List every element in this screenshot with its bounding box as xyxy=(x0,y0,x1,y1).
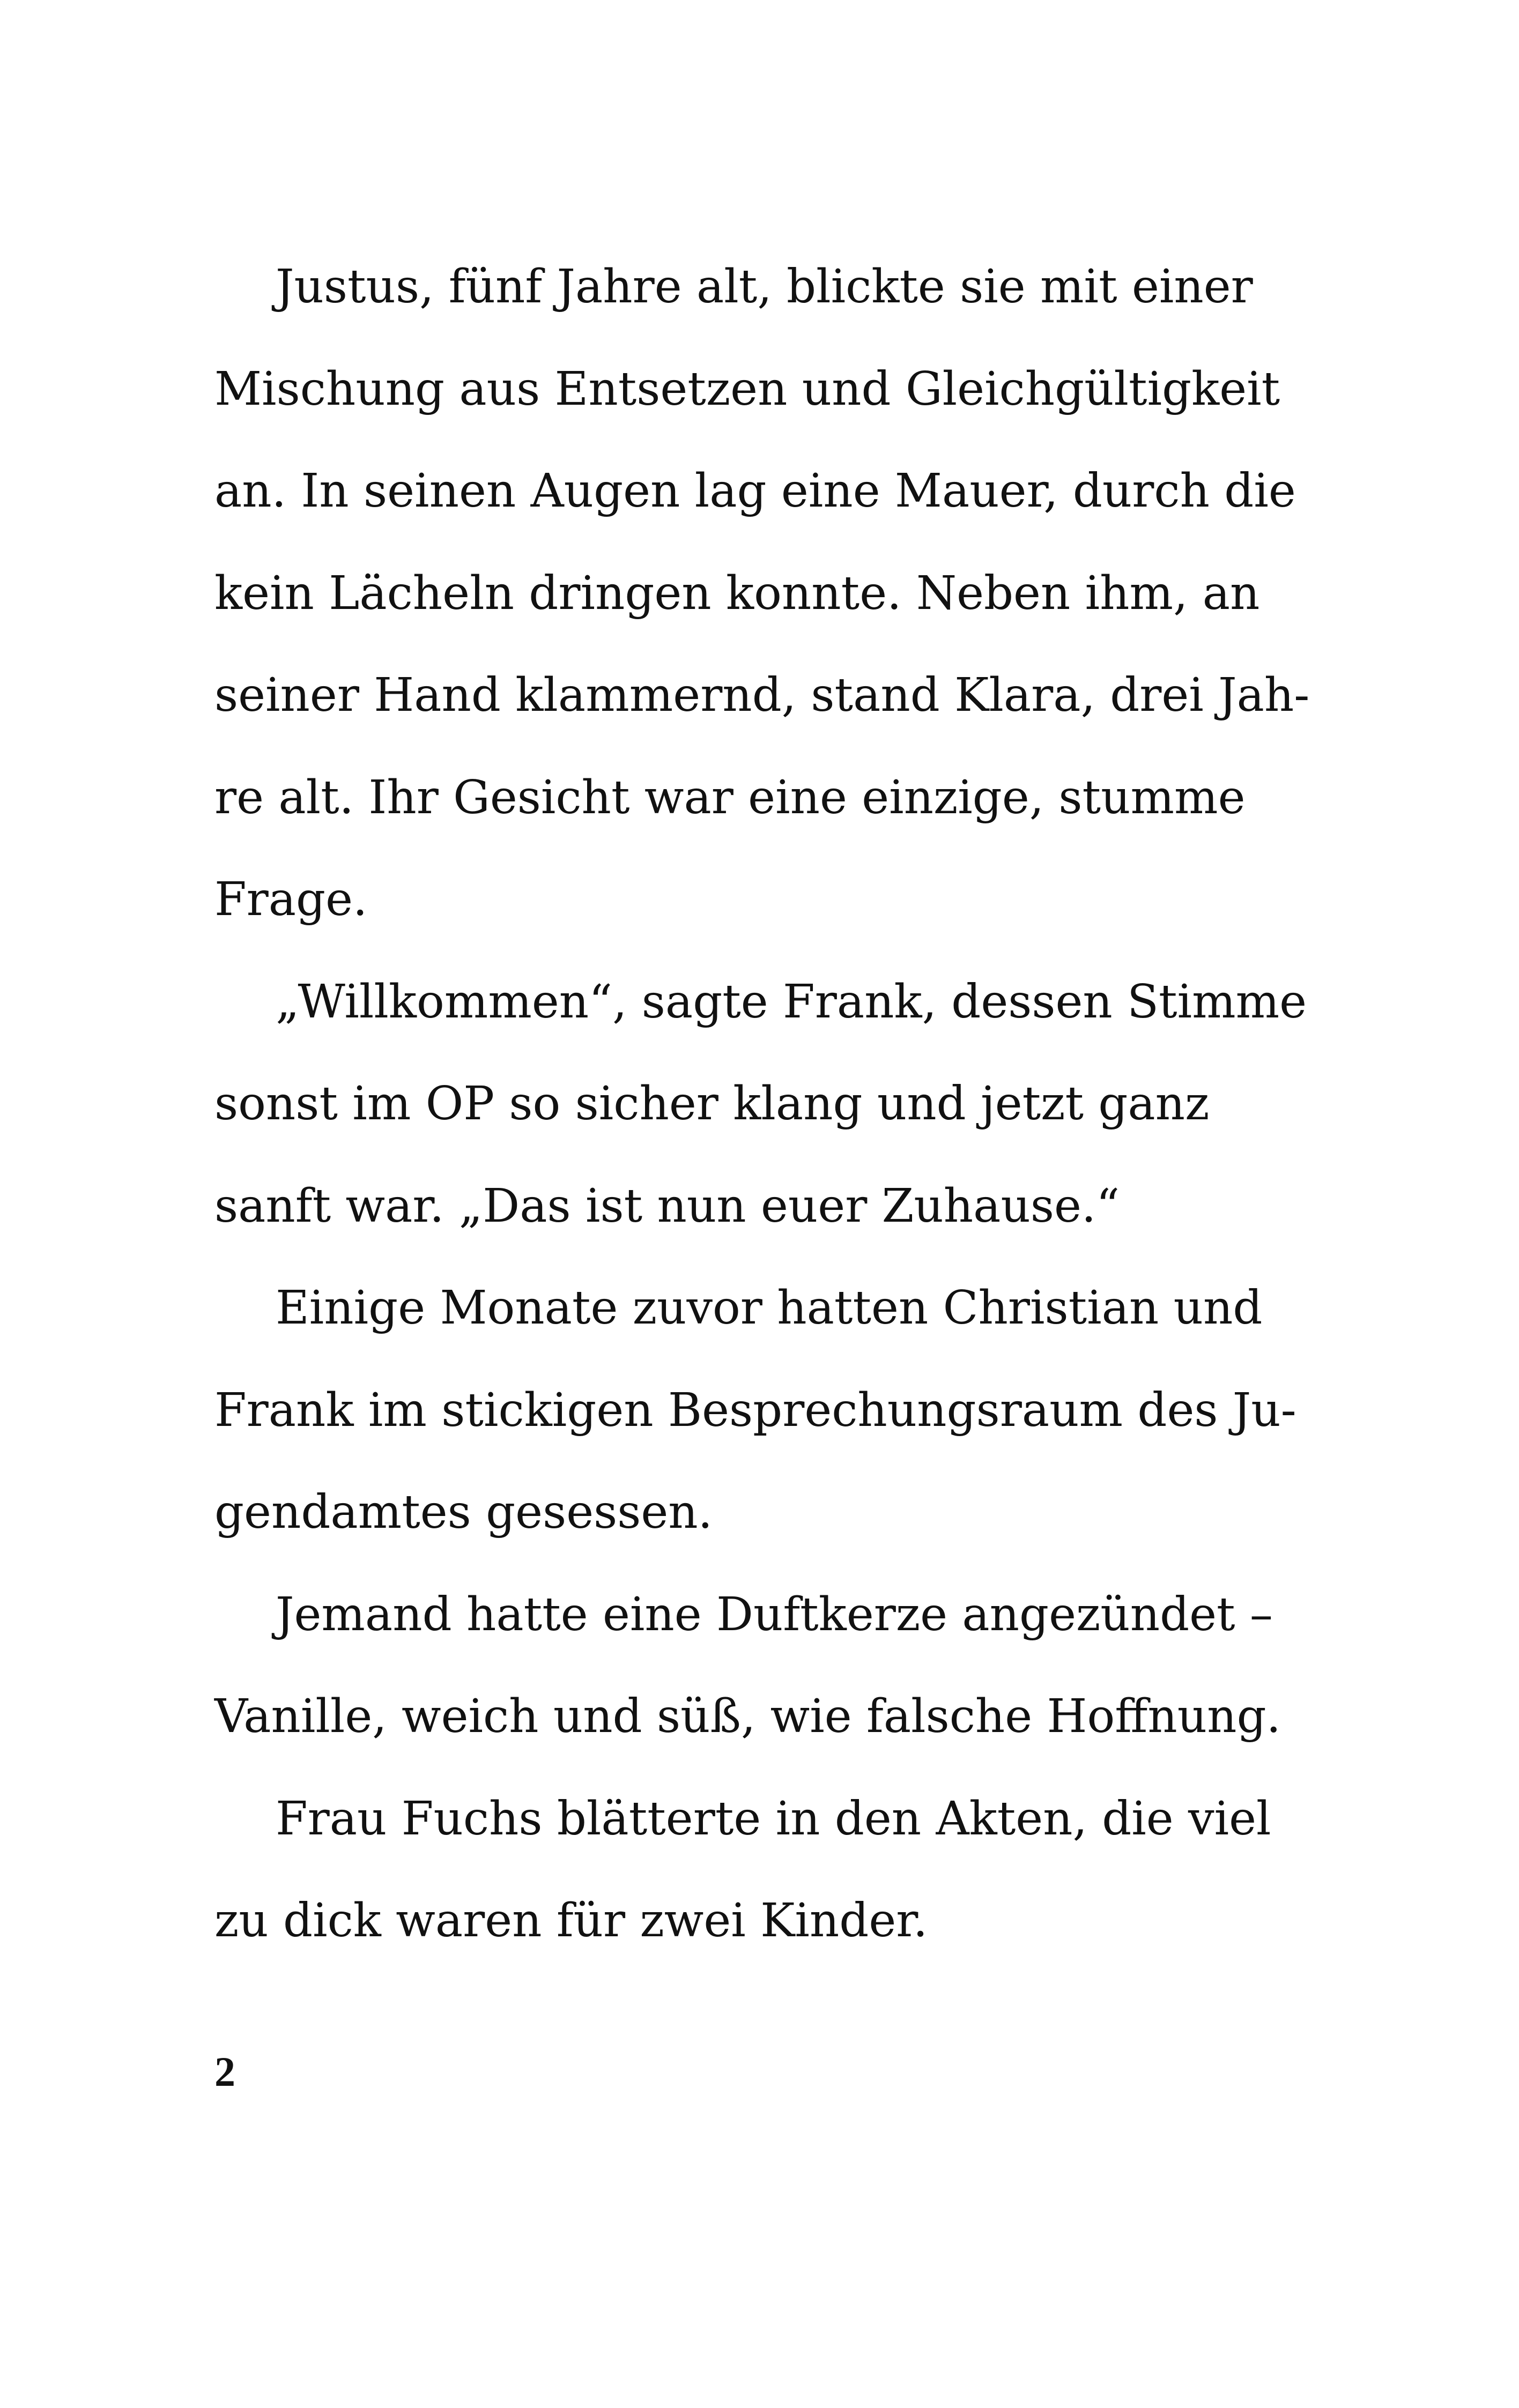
text-line: Frage. xyxy=(214,873,368,926)
paragraph xyxy=(214,951,1319,1258)
text-line: re alt. Ihr Gesicht war eine einzige, stumme xyxy=(214,770,1246,824)
paragraph xyxy=(214,236,1319,951)
text-line: kein Lächeln dringen konnte. Neben ihm, an xyxy=(214,566,1260,620)
text-line: Einige Monate zuvor hatten Christian und xyxy=(276,1281,1263,1335)
paragraph xyxy=(214,1564,1319,1768)
text-line: an. In seinen Augen lag eine Mauer, durch die xyxy=(214,464,1296,518)
text-line: gendamtes gesessen. xyxy=(214,1485,713,1539)
page-number: 2 xyxy=(214,2048,235,2095)
text-line: zu dick waren für zwei Kinder. xyxy=(214,1894,928,1948)
text-line: seiner Hand klammernd, stand Klara, drei Jah- xyxy=(214,668,1310,722)
text-line: Frank im stickigen Besprechungsraum des Ju- xyxy=(214,1383,1296,1437)
body-text xyxy=(214,236,1319,1972)
text-line: sonst im OP so sicher klang und jetzt ganz xyxy=(214,1077,1210,1131)
text-line: sanft war. „Das ist nun euer Zuhause.“ xyxy=(214,1179,1120,1233)
text-line: Frau Fuchs blätterte in den Akten, die viel xyxy=(276,1792,1271,1846)
text-line: „Willkommen“, sagte Frank, dessen Stimme xyxy=(276,975,1307,1029)
text-line: Vanille, weich und süß, wie falsche Hoffnung. xyxy=(214,1690,1281,1743)
text-line: Jemand hatte eine Duftkerze angezündet – xyxy=(276,1587,1273,1641)
text-line: Justus, fünf Jahre alt, blickte sie mit einer xyxy=(276,260,1253,314)
text-line: Mischung aus Entsetzen und Gleichgültigkeit xyxy=(214,362,1280,416)
paragraph xyxy=(214,1768,1319,1972)
paragraph xyxy=(214,1257,1319,1564)
